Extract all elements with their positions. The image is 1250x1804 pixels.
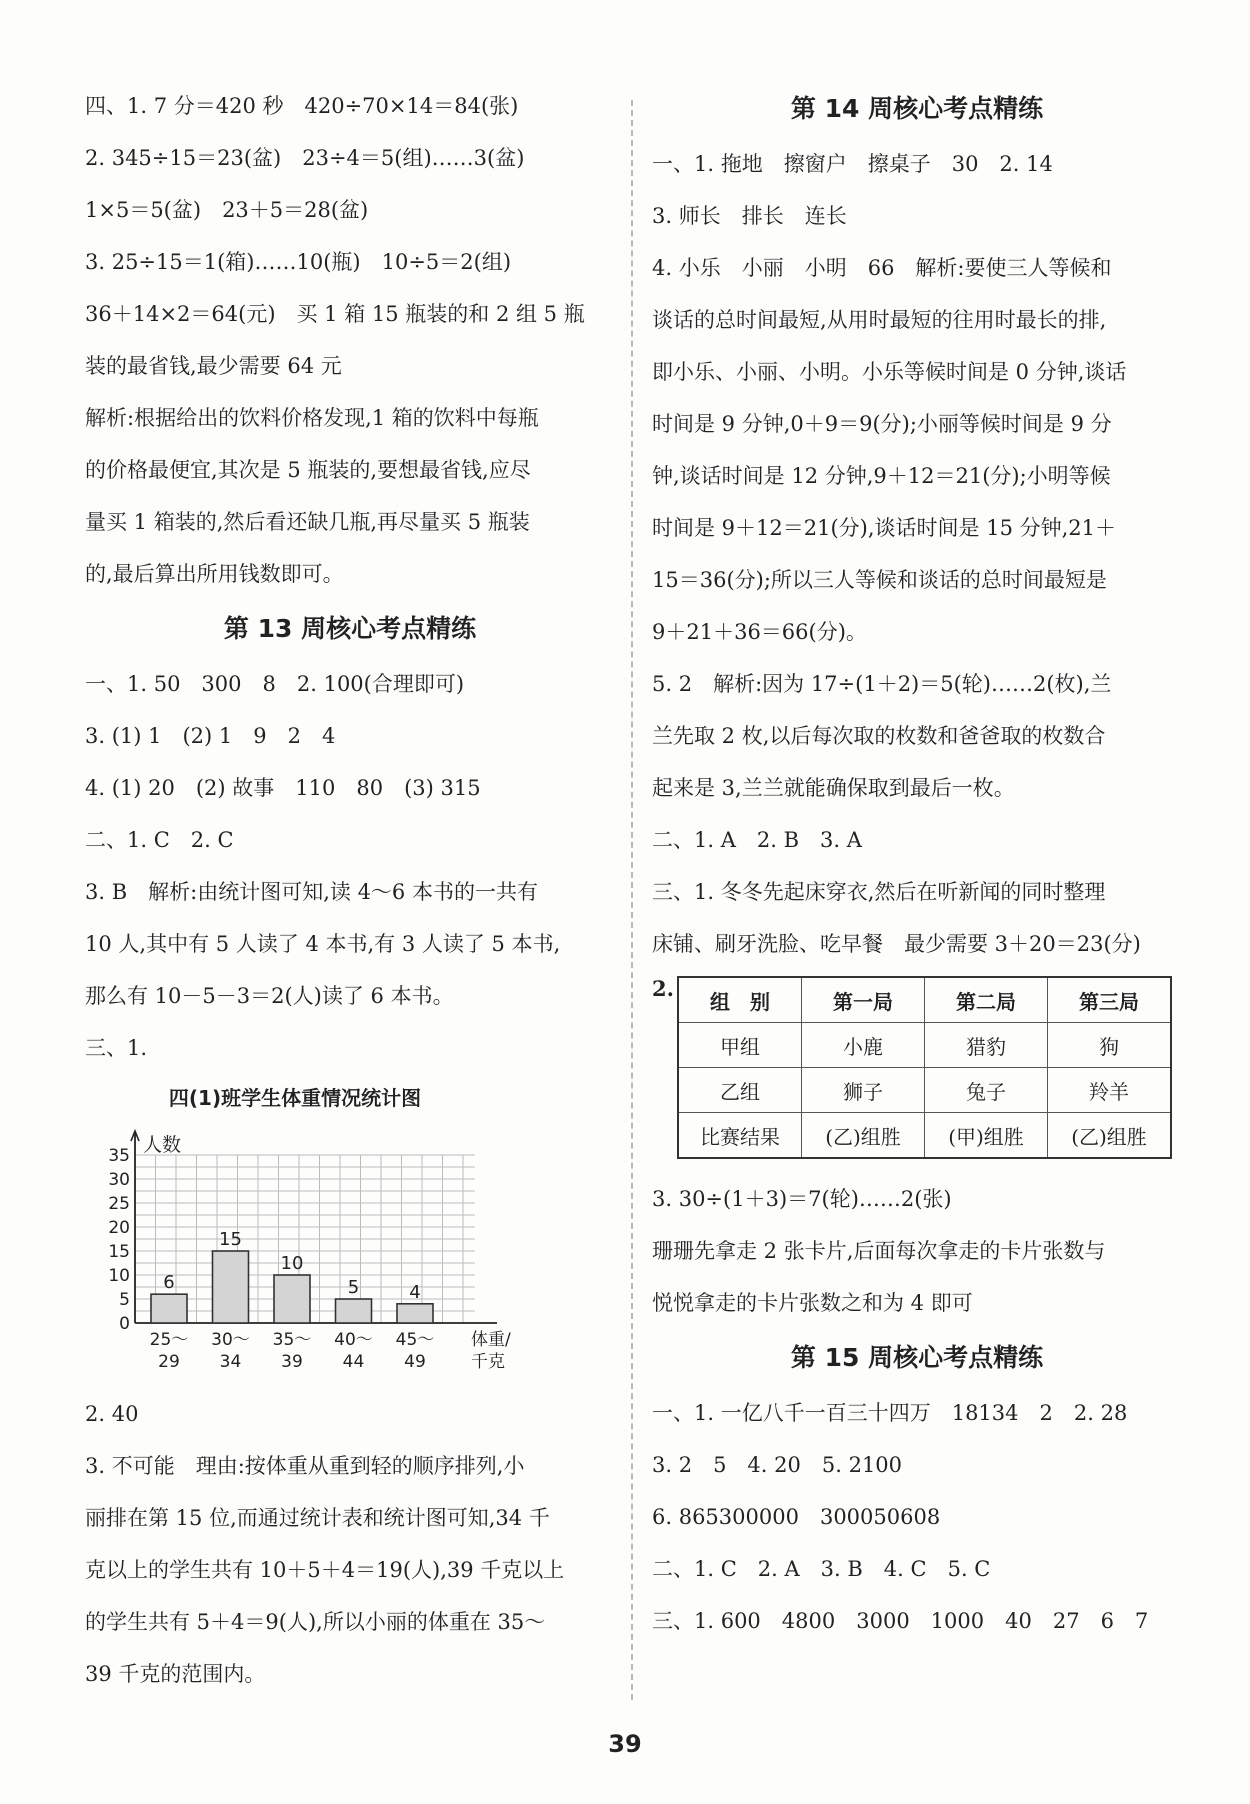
answer-line: 珊珊先拿走 2 张卡片,后面每次拿走的卡片张数与 xyxy=(652,1239,1106,1263)
answer-line: 2. 345÷15＝23(盆) 23÷4＝5(组)……3(盆) xyxy=(85,146,525,170)
table-number: 2. xyxy=(652,976,674,1001)
answer-line: 解析:根据给出的饮料价格发现,1 箱的饮料中每瓶 xyxy=(85,406,539,430)
table-cell: 第一局 xyxy=(802,977,925,1023)
table-cell: 乙组 xyxy=(678,1068,802,1113)
table-cell: 狮子 xyxy=(802,1068,925,1113)
answer-line: 量买 1 箱装的,然后看还缺几瓶,再尽量买 5 瓶装 xyxy=(85,510,530,534)
table-cell: 羚羊 xyxy=(1048,1068,1172,1113)
y-tick-label: 0 xyxy=(119,1314,130,1334)
answer-line: 兰先取 2 枚,以后每次取的枚数和爸爸取的枚数合 xyxy=(652,724,1106,748)
answer-line: 的,最后算出所用钱数即可。 xyxy=(85,562,344,586)
heading-week-14: 第 14 周核心考点精练 xyxy=(790,94,1044,123)
answer-line: 悦悦拿走的卡片张数之和为 4 即可 xyxy=(652,1291,973,1315)
answer-line: 5. 2 解析:因为 17÷(1＋2)＝5(轮)……2(枚),兰 xyxy=(652,672,1112,696)
bar xyxy=(274,1275,310,1323)
answer-line: 即小乐、小丽、小明。小乐等候时间是 0 分钟,谈话 xyxy=(652,360,1127,384)
bar-value-label: 5 xyxy=(347,1277,360,1298)
table-cell: (乙)组胜 xyxy=(802,1113,925,1159)
answer-line: 谈话的总时间最短,从用时最短的往用时最长的排, xyxy=(652,308,1107,332)
answer-line: 那么有 10－5－3＝2(人)读了 6 本书。 xyxy=(85,984,454,1008)
bar xyxy=(397,1304,433,1323)
x-tick-label: 39 xyxy=(281,1352,303,1372)
answer-line: 1×5＝5(盆) 23＋5＝28(盆) xyxy=(85,198,369,222)
table-cell: 第二局 xyxy=(925,977,1048,1023)
y-tick-label: 10 xyxy=(108,1266,130,1286)
answer-line: 床铺、刷牙洗脸、吃早餐 最少需要 3＋20＝23(分) xyxy=(652,932,1141,956)
x-tick-label: 29 xyxy=(158,1352,180,1372)
answer-line: 3. 不可能 理由:按体重从重到轻的顺序排列,小 xyxy=(85,1454,525,1478)
bar xyxy=(336,1299,372,1323)
answer-line: 三、1. 冬冬先起床穿衣,然后在听新闻的同时整理 xyxy=(652,880,1106,904)
bar-value-label: 10 xyxy=(280,1253,304,1274)
answer-line: 时间是 9 分钟,0＋9＝9(分);小丽等候时间是 9 分 xyxy=(652,412,1112,436)
answer-line: 三、1. 600 4800 3000 1000 40 27 6 7 xyxy=(652,1609,1149,1633)
x-tick-label: 40～ xyxy=(334,1330,373,1350)
heading-week-15: 第 15 周核心考点精练 xyxy=(790,1343,1044,1372)
answer-line: 39 千克的范围内。 xyxy=(85,1662,266,1686)
table-cell: (甲)组胜 xyxy=(925,1113,1048,1159)
heading-week-13: 第 13 周核心考点精练 xyxy=(223,614,477,643)
y-tick-label: 5 xyxy=(119,1290,130,1310)
bar-value-label: 15 xyxy=(219,1229,242,1250)
left-answers-week13 xyxy=(85,658,615,1074)
answer-line: 的价格最便宜,其次是 5 瓶装的,要想最省钱,应尽 xyxy=(85,458,531,482)
answer-line: 15＝36(分);所以三人等候和谈话的总时间最短是 xyxy=(652,568,1107,592)
x-tick-label: 35～ xyxy=(272,1330,312,1350)
table-row xyxy=(678,1023,1171,1068)
y-tick-label: 25 xyxy=(108,1194,130,1214)
answer-line: 克以上的学生共有 10＋5＋4＝19(人),39 千克以上 xyxy=(85,1558,565,1582)
y-tick-label: 30 xyxy=(108,1170,130,1190)
x-tick-label: 34 xyxy=(219,1352,242,1372)
answer-line: 时间是 9＋12＝21(分),谈话时间是 15 分钟,21＋ xyxy=(652,516,1117,540)
weight-bar-chart xyxy=(85,1118,525,1378)
answer-line: 3. 师长 排长 连长 xyxy=(652,204,847,228)
table-cell: 甲组 xyxy=(678,1023,802,1068)
answer-line: 三、1. xyxy=(85,1036,148,1060)
table-row xyxy=(678,977,1171,1023)
answer-line: 一、1. 50 300 8 2. 100(合理即可) xyxy=(85,672,465,696)
table-cell: 组 别 xyxy=(678,977,802,1023)
x-tick-label: 25～ xyxy=(149,1330,189,1350)
match-table-block xyxy=(652,970,1182,1173)
table-cell: 狗 xyxy=(1048,1023,1172,1068)
answer-line: 的学生共有 5＋4＝9(人),所以小丽的体重在 35～ xyxy=(85,1610,546,1634)
answer-line: 起来是 3,兰兰就能确保取到最后一枚。 xyxy=(652,776,1015,800)
answer-line: 3. 25÷15＝1(箱)……10(瓶) 10÷5＝2(组) xyxy=(85,250,512,274)
right-answers-week14-part2 xyxy=(652,1173,1182,1329)
answer-line: 4. 小乐 小丽 小明 66 解析:要使三人等候和 xyxy=(652,256,1112,280)
page-number: 39 xyxy=(608,1730,642,1758)
left-column xyxy=(85,80,615,1700)
answer-line: 36＋14×2＝64(元) 买 1 箱 15 瓶装的和 2 组 5 瓶 xyxy=(85,302,585,326)
answer-line: 6. 865300000 300050608 xyxy=(652,1505,941,1529)
x-tick-label: 45～ xyxy=(395,1330,435,1350)
answer-line: 3. (1) 1 (2) 1 9 2 4 xyxy=(85,724,336,748)
y-tick-label: 15 xyxy=(108,1242,130,1262)
match-table xyxy=(677,976,1172,1159)
answer-line: 一、1. 拖地 擦窗户 擦桌子 30 2. 14 xyxy=(652,152,1053,176)
answer-line: 二、1. C 2. C xyxy=(85,828,234,852)
table-row xyxy=(678,1113,1171,1159)
answer-line: 四、1. 7 分＝420 秒 420÷70×14＝84(张) xyxy=(85,94,519,118)
answer-line: 2. 40 xyxy=(85,1402,139,1426)
right-column xyxy=(652,80,1182,1647)
right-answers-week14 xyxy=(652,138,1182,970)
column-divider xyxy=(631,100,633,1700)
table-cell: 猎豹 xyxy=(925,1023,1048,1068)
bar xyxy=(151,1294,187,1323)
table-cell: 比赛结果 xyxy=(678,1113,802,1159)
answer-line: 10 人,其中有 5 人读了 4 本书,有 3 人读了 5 本书, xyxy=(85,932,561,956)
answer-line: 3. B 解析:由统计图可知,读 4～6 本书的一共有 xyxy=(85,880,538,904)
table-cell: 小鹿 xyxy=(802,1023,925,1068)
table-row xyxy=(678,1068,1171,1113)
table-cell: 第三局 xyxy=(1048,977,1172,1023)
table-cell: 兔子 xyxy=(925,1068,1048,1113)
bar-value-label: 6 xyxy=(163,1272,175,1294)
y-tick-label: 35 xyxy=(108,1146,130,1166)
table-cell: (乙)组胜 xyxy=(1048,1113,1172,1159)
x-axis-label: 体重/千克 xyxy=(471,1330,511,1372)
left-answers-week13-part2 xyxy=(85,1388,615,1700)
answer-line: 二、1. C 2. A 3. B 4. C 5. C xyxy=(652,1557,991,1581)
x-tick-label: 49 xyxy=(404,1352,426,1372)
answer-line: 装的最省钱,最少需要 64 元 xyxy=(85,354,342,378)
y-tick-label: 20 xyxy=(108,1218,130,1238)
answer-line: 3. 30÷(1＋3)＝7(轮)……2(张) xyxy=(652,1187,952,1211)
answer-line: 3. 2 5 4. 20 5. 2100 xyxy=(652,1453,903,1477)
x-tick-label: 44 xyxy=(342,1352,365,1372)
right-answers-week15 xyxy=(652,1387,1182,1647)
answer-line: 4. (1) 20 (2) 故事 110 80 (3) 315 xyxy=(85,776,481,800)
bar xyxy=(213,1251,249,1323)
answer-line: 9＋21＋36＝66(分)。 xyxy=(652,620,867,644)
x-tick-label: 30～ xyxy=(211,1330,250,1350)
answer-line: 二、1. A 2. B 3. A xyxy=(652,828,862,852)
bar-value-label: 4 xyxy=(409,1281,421,1303)
answer-line: 钟,谈话时间是 12 分钟,9＋12＝21(分);小明等候 xyxy=(652,464,1111,488)
answer-line: 一、1. 一亿八千一百三十四万 18134 2 2. 28 xyxy=(652,1401,1128,1425)
y-axis-label: 人数 xyxy=(143,1134,182,1156)
left-answers-week12 xyxy=(85,80,615,600)
answer-line: 丽排在第 15 位,而通过统计表和统计图可知,34 千 xyxy=(85,1506,550,1530)
chart-title: 四(1)班学生体重情况统计图 xyxy=(168,1086,422,1110)
